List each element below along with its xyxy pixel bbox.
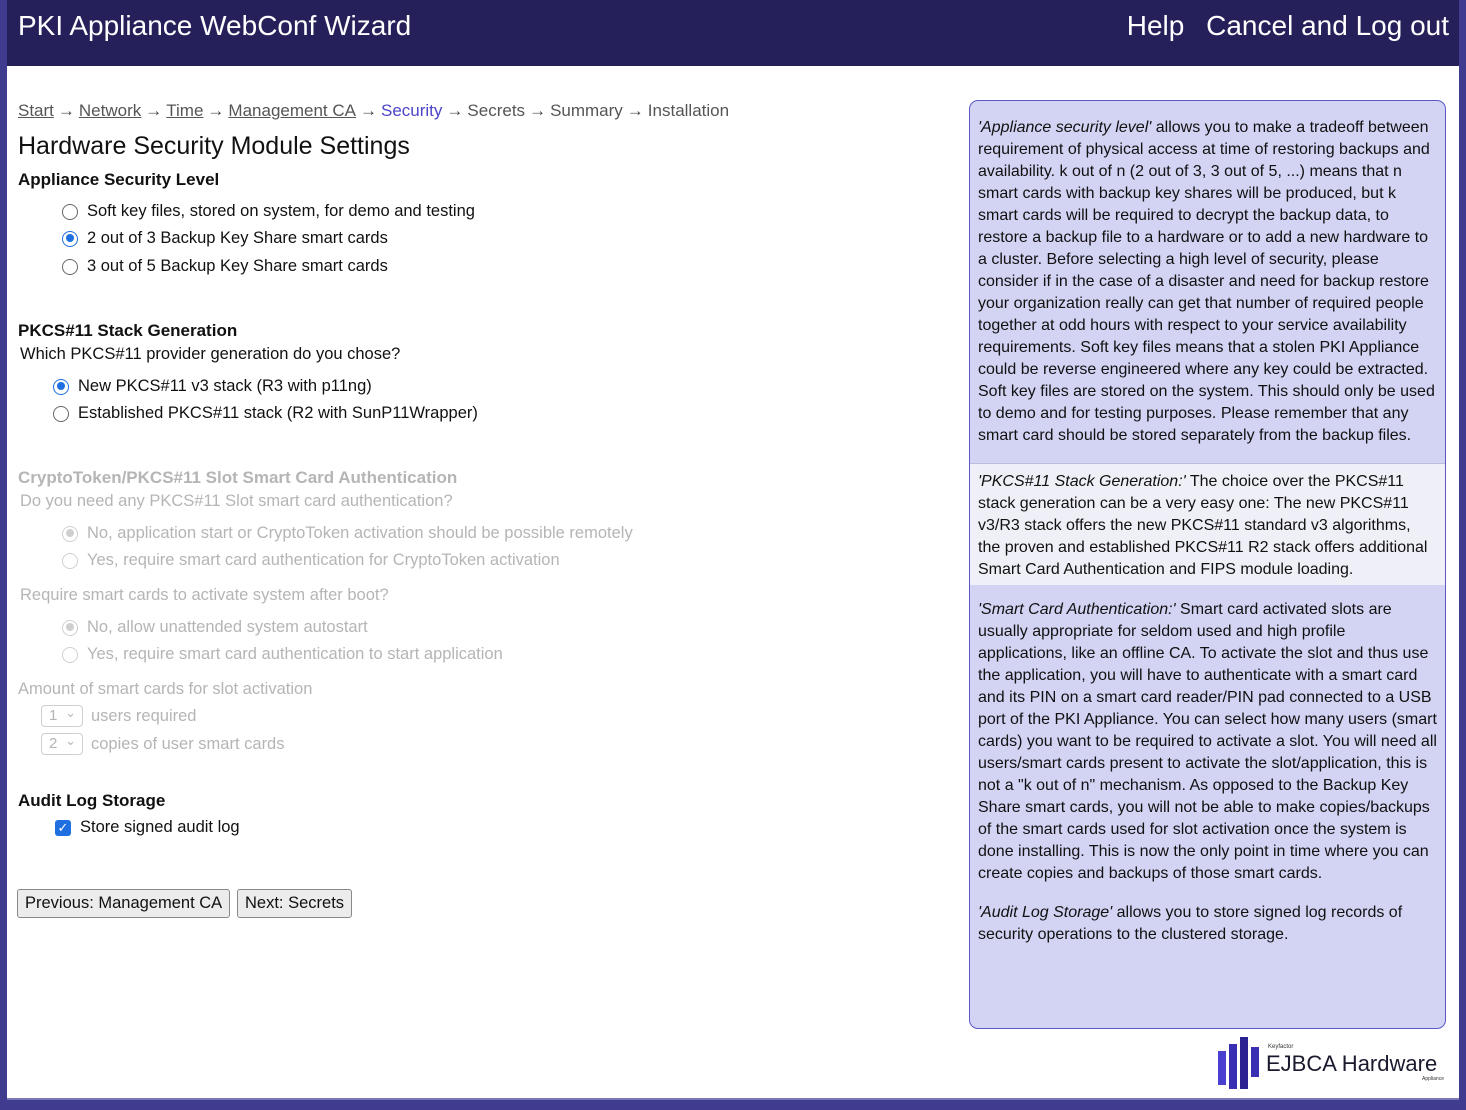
- boot-option-yes[interactable]: [62, 645, 503, 664]
- logo-brand: Keyfactor: [1268, 1044, 1294, 1050]
- option-label: New PKCS#11 v3 stack (R3 with p11ng): [78, 377, 372, 395]
- option-label: Yes, require smart card authentication to start application: [87, 645, 503, 663]
- logo-sub: Appliance: [1422, 1076, 1444, 1082]
- pkcs-title: PKCS#11 Stack Generation: [18, 321, 238, 340]
- help-link[interactable]: Help: [1126, 10, 1185, 41]
- help-text: Smart card activated slots are usually appropriate for seldom used and high profile applications, like an offline CA. To activate the slot and thus use the application, you will have to authenticate with a smart card and its PIN on a smart card reader/PIN pad connected to a USB port of the PKI Appliance. You can select how many users (smart cards) you want to be required to activate a slot. You will need all users/smart cards present to activate the slot/application, this is not a "k out of n" mechanism. As opposed to the Backup Key Share smart cards, you will not be able to make copies/backups of the smart cards used for slot activation once the system is done installing. This is now the only point in time where you can create copies and backups of those smart cards.: [978, 601, 1437, 882]
- boot-question: Require smart cards to activate system after boot?: [20, 586, 389, 604]
- breadcrumb-network[interactable]: Network: [78, 101, 142, 120]
- app-title: PKI Appliance WebConf Wizard: [18, 10, 412, 41]
- radio-3of5[interactable]: [62, 259, 78, 275]
- help-term: 'Appliance security level': [978, 119, 1152, 136]
- security-option-soft[interactable]: [62, 202, 475, 221]
- audit-title: Audit Log Storage: [18, 791, 166, 810]
- users-row: [41, 705, 196, 727]
- breadcrumb-arrow: →: [360, 101, 377, 120]
- radio-slot-no[interactable]: [62, 526, 78, 542]
- pkcs-option-v3[interactable]: [53, 377, 372, 396]
- breadcrumb-arrow: →: [626, 101, 644, 120]
- page-title: Hardware Security Module Settings: [18, 132, 410, 160]
- radio-pkcs-v3[interactable]: [53, 379, 69, 395]
- breadcrumb-time[interactable]: Time: [166, 101, 204, 120]
- amount-label: Amount of smart cards for slot activation: [18, 680, 313, 698]
- breadcrumb-summary: Summary: [550, 101, 623, 120]
- option-label: Established PKCS#11 stack (R2 with SunP11Wrapper): [78, 404, 478, 422]
- copies-label: copies of user smart cards: [91, 734, 285, 753]
- copies-select[interactable]: 2 ⌄: [41, 733, 83, 755]
- breadcrumb-arrow: →: [145, 101, 163, 120]
- help-text: The choice over the PKCS#11 stack generation can be a very easy one: The new PKCS#11 v3/R3 stack offers the new PKCS#11 standard v3 algorithms, the proven and established PKCS#11 R2 stack offers additional Smart Card Authentication and FIPS module loading.: [978, 473, 1428, 578]
- breadcrumb-arrow: →: [446, 101, 464, 120]
- breadcrumb-installation: Installation: [647, 101, 730, 120]
- logo-mark-icon: [1216, 1037, 1264, 1091]
- breadcrumb-start[interactable]: Start: [18, 101, 54, 120]
- option-label: No, allow unattended system autostart: [87, 618, 368, 636]
- breadcrumb-arrow: →: [529, 101, 547, 120]
- help-term: 'PKCS#11 Stack Generation:': [978, 473, 1186, 490]
- option-label: 2 out of 3 Backup Key Share smart cards: [87, 229, 388, 247]
- slot-auth-question: Do you need any PKCS#11 Slot smart card authentication?: [20, 492, 453, 510]
- pkcs-option-r2[interactable]: [53, 404, 478, 423]
- breadcrumb-management-ca[interactable]: Management CA: [228, 101, 356, 120]
- header-bar: [7, 0, 1459, 66]
- breadcrumb-security: Security: [381, 101, 443, 120]
- slot-auth-option-no[interactable]: [62, 524, 633, 543]
- radio-slot-yes[interactable]: [62, 553, 78, 569]
- breadcrumb: [18, 101, 729, 121]
- ejbca-logo: [1214, 1035, 1446, 1091]
- option-label: Soft key files, stored on system, for demo and testing: [87, 202, 475, 220]
- cancel-logout-link[interactable]: Cancel and Log out: [1206, 10, 1449, 41]
- radio-soft-key[interactable]: [62, 204, 78, 220]
- option-label: No, application start or CryptoToken activation should be possible remotely: [87, 524, 633, 542]
- breadcrumb-secrets: Secrets: [467, 101, 526, 120]
- help-pkcs: [970, 463, 1445, 585]
- pkcs-question: Which PKCS#11 provider generation do you chose?: [20, 345, 401, 363]
- help-audit: [970, 885, 1445, 946]
- audit-checkbox[interactable]: ✓: [55, 820, 71, 836]
- help-term: 'Smart Card Authentication:': [978, 601, 1176, 618]
- header-links: [1113, 10, 1449, 42]
- users-select[interactable]: 1 ⌄: [41, 705, 83, 727]
- security-option-2of3[interactable]: [62, 229, 388, 248]
- slot-auth-title: CryptoToken/PKCS#11 Slot Smart Card Authentication: [18, 468, 458, 487]
- copies-row: [41, 733, 285, 755]
- boot-option-no[interactable]: [62, 618, 368, 637]
- help-term: 'Audit Log Storage': [978, 904, 1113, 921]
- security-option-3of5[interactable]: [62, 257, 388, 276]
- help-panel: [969, 100, 1446, 1029]
- breadcrumb-arrow: →: [57, 101, 75, 120]
- wizard-frame: [7, 0, 1459, 1100]
- logo-word: EJBCA Hardware: [1266, 1051, 1438, 1076]
- audit-option[interactable]: [55, 818, 240, 837]
- radio-pkcs-r2[interactable]: [53, 406, 69, 422]
- next-button[interactable]: Next: Secrets: [237, 889, 352, 918]
- help-smart-card: [970, 585, 1445, 885]
- help-text: allows you to store signed log records of security operations to the clustered storage.: [978, 904, 1403, 943]
- breadcrumb-arrow: →: [207, 101, 225, 120]
- help-text: allows you to make a tradeoff between requirement of physical access at time of restoring backups and availability. k out of n (2 out of 3, 3 out of 5, ...) means that n smart cards with backup key shares will be produced, but k smart cards will be required to decrypt the backup data, to restore a backup file to a hardware or to add a new hardware to a cluster. Before selecting a high level of security, please consider if in the case of a disaster and need for backup restore your organization really can get that number of required people together at odd hours with respect to your service availability requirements. Soft key files means that a stolen PKI Appliance could be reverse engineered where any key could be extracted. Soft key files are stored on the system. This should only be used to demo and for testing purposes. Please remember that any smart card should be stored separately from the backup files.: [978, 119, 1435, 444]
- radio-boot-yes[interactable]: [62, 647, 78, 663]
- radio-boot-no[interactable]: [62, 620, 78, 636]
- previous-button[interactable]: Previous: Management CA: [17, 889, 230, 918]
- radio-2of3[interactable]: [62, 231, 78, 247]
- slot-auth-option-yes[interactable]: [62, 551, 560, 570]
- option-label: 3 out of 5 Backup Key Share smart cards: [87, 257, 388, 275]
- security-level-title: Appliance Security Level: [18, 170, 220, 189]
- help-security-level: [970, 101, 1445, 447]
- users-label: users required: [91, 706, 197, 725]
- option-label: Yes, require smart card authentication for CryptoToken activation: [87, 551, 560, 569]
- audit-checkbox-label: Store signed audit log: [80, 818, 240, 836]
